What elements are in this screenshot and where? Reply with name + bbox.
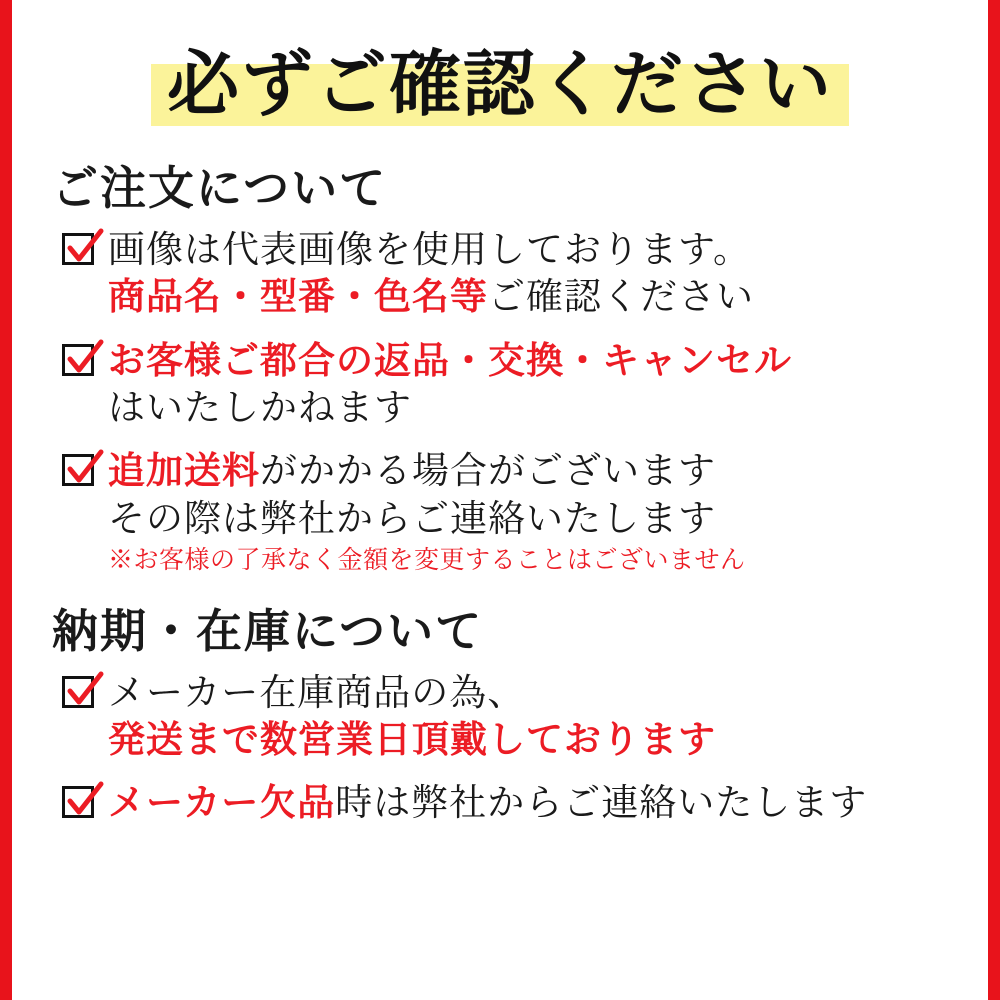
list-item	[60, 447, 962, 576]
list-item	[60, 669, 962, 764]
list-item-lines	[108, 337, 962, 432]
list-item-lines	[108, 669, 962, 764]
list-item	[60, 779, 962, 826]
page-title-wrap	[38, 42, 962, 130]
list-item-lines	[108, 779, 962, 826]
list-item-line: その際は弊社からご連絡いたします	[108, 496, 716, 540]
checkbox-checked-icon	[60, 341, 102, 383]
right-red-bar	[988, 0, 1000, 1000]
list-item	[60, 337, 962, 432]
list-item-line: 画像は代表画像を使用しております。	[108, 228, 752, 271]
checkbox-checked-icon	[60, 783, 102, 825]
list-item-note: ※お客様の了承なく金額を変更することはございません	[108, 545, 746, 575]
list-item-line: メーカー欠品時は弊社からご連絡いたします	[108, 780, 868, 825]
list-item-line: お客様ご都合の返品・交換・キャンセル	[108, 337, 792, 382]
list-item-line: 発送まで数営業日頂戴しております	[108, 717, 716, 762]
left-red-bar	[0, 0, 12, 1000]
list-item-lines	[108, 226, 962, 321]
list-item-line: はいたしかねます	[108, 386, 412, 430]
section-heading-order: ご注文について	[52, 161, 388, 215]
page-title-text: 必ずご確認ください	[166, 41, 833, 126]
list-item-line: メーカー在庫商品の為、	[108, 670, 526, 714]
checkbox-checked-icon	[60, 451, 102, 493]
list-item-lines	[108, 447, 962, 576]
checkbox-checked-icon	[60, 230, 102, 272]
section-heading-delivery: 納期・在庫について	[52, 603, 484, 658]
list-item-line: 追加送料がかかる場合がございます	[108, 448, 716, 493]
page-title	[151, 42, 849, 130]
notice-content	[12, 0, 988, 1000]
checkbox-checked-icon	[60, 673, 102, 715]
list-item-line: 商品名・型番・色名等ご確認ください	[108, 274, 754, 319]
list-item	[60, 226, 962, 321]
